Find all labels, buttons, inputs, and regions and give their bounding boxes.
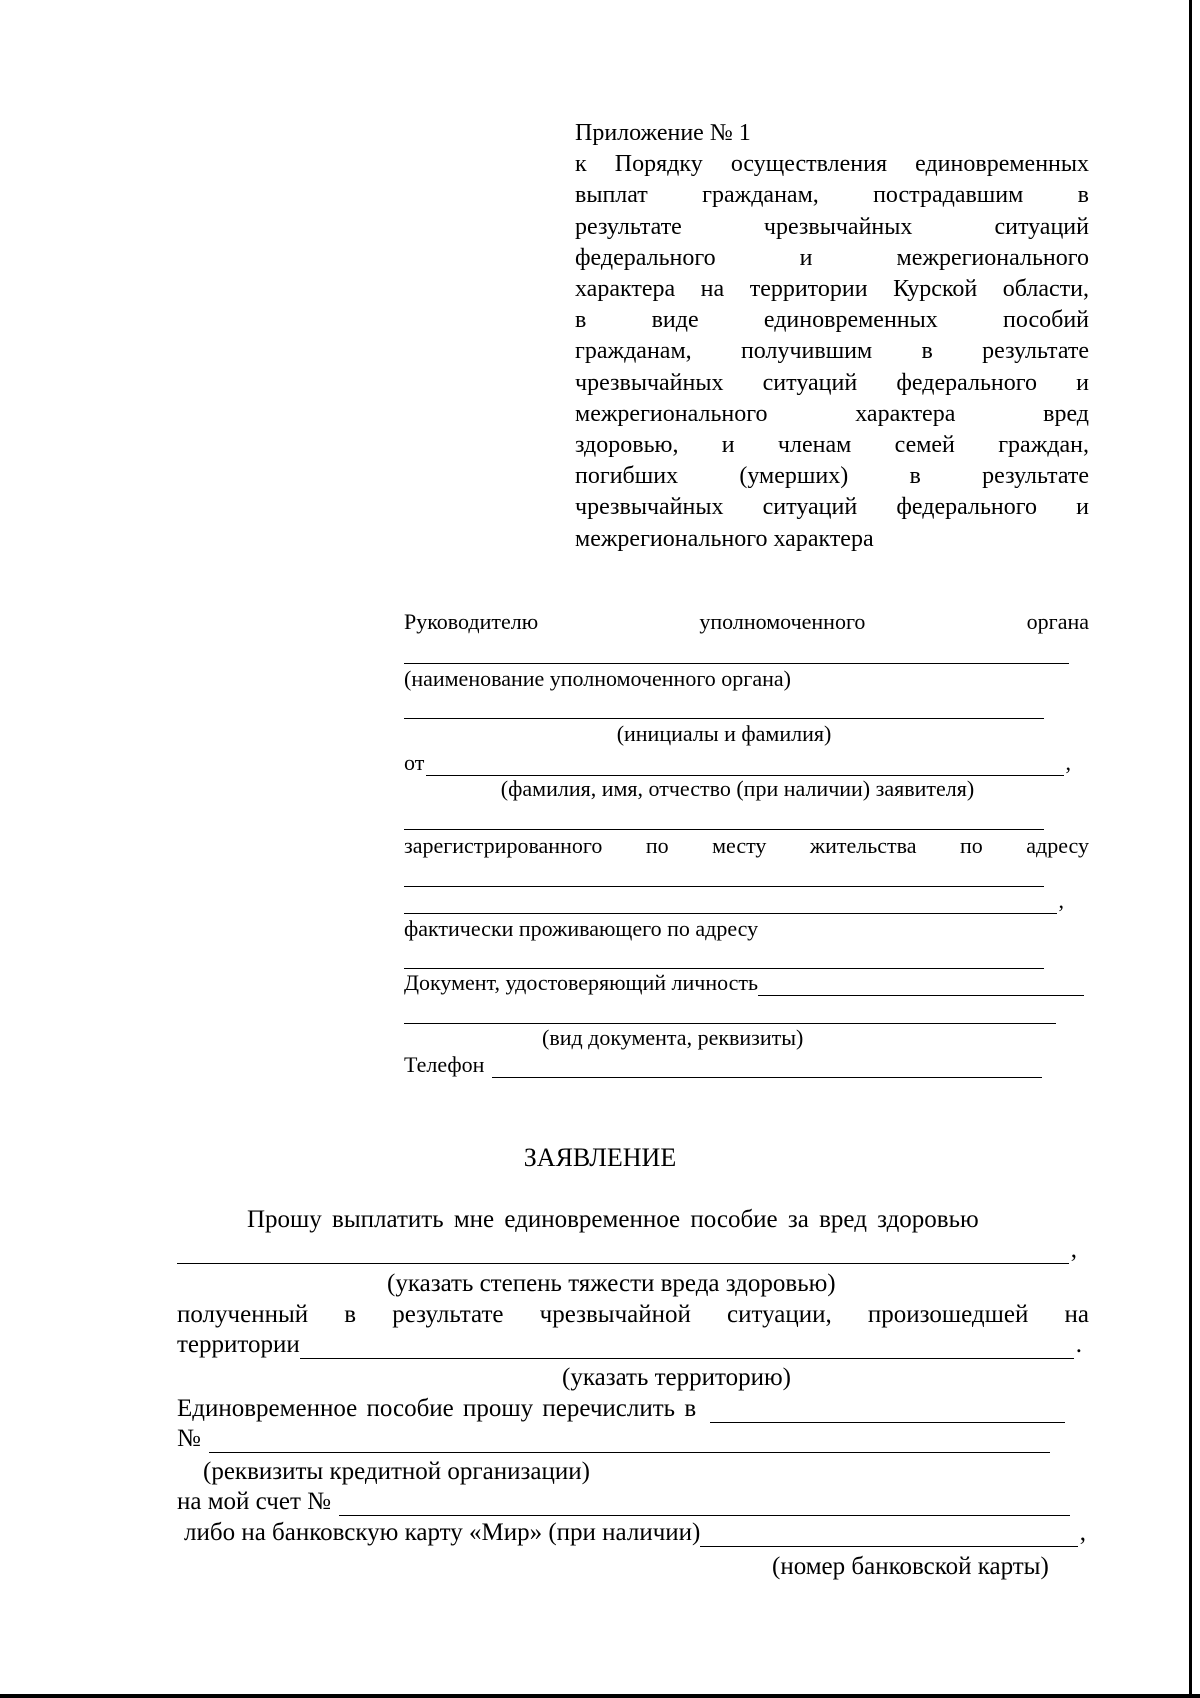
addressee-word: Руководителю (404, 609, 539, 634)
applicant-caption: (фамилия, имя, отчество (при наличии) заявителя) (500, 776, 975, 801)
card-line (184, 1519, 1086, 1547)
bank-number-line (177, 1425, 1052, 1453)
id-document-caption: (вид документа, реквизиты) (542, 1025, 804, 1050)
transfer-label: Единовременное пособие прошу перечислить в (177, 1395, 697, 1422)
bank-number-field[interactable] (209, 1427, 1050, 1453)
addressee-head (404, 609, 1089, 635)
appendix-line: чрезвычайных ситуаций федерального и (575, 369, 1089, 396)
head-initials-line[interactable] (404, 718, 1044, 719)
registered-word: адресу (1026, 833, 1089, 858)
initials-caption: (инициалы и фамилия) (616, 721, 832, 746)
actual-address-label: фактически проживающего по адресу (404, 916, 759, 941)
addressee-word: органа (1026, 609, 1089, 634)
registered-address-line-1[interactable] (404, 886, 1044, 887)
registered-word: по (959, 833, 983, 858)
phone-label: Телефон (404, 1052, 485, 1077)
authority-caption: (наименование уполномоченного органа) (404, 666, 791, 691)
registered-word: месту (712, 833, 767, 858)
territory-label: территории (177, 1331, 300, 1358)
appendix-line: характера на территории Курской области, (575, 276, 1089, 303)
account-label: на мой счет № (177, 1488, 331, 1515)
severity-comma: , (1070, 1236, 1077, 1263)
appendix-line: чрезвычайных ситуаций федерального и (575, 494, 1089, 521)
appendix-line: погибших (умерших) в результате (575, 463, 1089, 490)
appendix-line: здоровью, и членам семей граждан, (575, 432, 1089, 459)
bank-caption: (реквизиты кредитной организации) (203, 1458, 590, 1485)
appendix-line: к Порядку осуществления единовременных (575, 151, 1089, 178)
appendix-line: выплат гражданам, пострадавшим в (575, 182, 1089, 209)
statement-line-1 (247, 1206, 1089, 1234)
severity-caption: (указать степень тяжести вреда здоровью) (387, 1270, 836, 1297)
scan-edge-right (1189, 0, 1192, 1698)
appendix-title: Приложение № 1 (575, 120, 751, 146)
registered-address-field[interactable] (404, 891, 1057, 914)
actual-address-line[interactable] (404, 968, 1044, 969)
transfer-line (177, 1395, 1067, 1423)
territory-line (177, 1331, 1082, 1359)
card-field[interactable] (700, 1521, 1077, 1547)
from-line (404, 750, 1071, 776)
registered-word: по (645, 833, 669, 858)
id-document-field[interactable] (758, 973, 1084, 996)
appendix-line: результате чрезвычайных ситуаций (575, 213, 1089, 240)
appendix-block (575, 118, 1089, 555)
applicant-name-field[interactable] (426, 753, 1063, 776)
appendix-line: гражданам, получившим в результате (575, 338, 1089, 365)
id-document-line (404, 970, 1086, 996)
card-comma: , (1079, 1519, 1086, 1546)
addressee-word: уполномоченного (699, 609, 866, 634)
phone-field[interactable] (492, 1055, 1042, 1078)
scan-edge-bottom (0, 1694, 1200, 1698)
from-label: от (404, 750, 425, 775)
applicant-extra-line[interactable] (404, 829, 1044, 830)
statement-line-3: полученный в результате чрезвычайной ситуации, произошедшей на (177, 1301, 1089, 1328)
territory-caption: (указать территорию) (562, 1364, 791, 1391)
from-comma: , (1065, 750, 1071, 775)
territory-field[interactable] (300, 1333, 1074, 1359)
registered-address-label (404, 833, 1089, 859)
appendix-line: федерального и межрегионального (575, 244, 1089, 271)
bank-field[interactable] (710, 1397, 1065, 1423)
registered-word: зарегистрированного (404, 833, 603, 858)
appendix-line: межрегионального характера (575, 525, 874, 552)
statement-text: Прошу выплатить мне единовременное пособие за вред здоровью (247, 1206, 979, 1233)
appendix-line: межрегионального характера вред (575, 400, 1089, 427)
authority-name-line[interactable] (404, 663, 1069, 664)
account-field[interactable] (339, 1490, 1070, 1516)
registered-word: жительства (809, 833, 917, 858)
card-label: либо на банковскую карту «Мир» (при наличии) (184, 1519, 701, 1546)
phone-line (404, 1052, 1044, 1078)
severity-line (177, 1236, 1077, 1264)
card-caption: (номер банковской карты) (772, 1553, 1049, 1580)
territory-dot: . (1075, 1331, 1082, 1358)
number-label: № (177, 1425, 201, 1452)
registered-address-line-2 (404, 888, 1064, 914)
appendix-line: в виде единовременных пособий (575, 307, 1089, 334)
id-document-extra-line[interactable] (404, 1023, 1056, 1024)
id-document-label: Документ, удостоверяющий личность (404, 970, 759, 995)
account-line (177, 1488, 1072, 1516)
statement-title: ЗАЯВЛЕНИЕ (523, 1143, 677, 1172)
severity-field[interactable] (177, 1238, 1069, 1264)
address-comma: , (1058, 888, 1064, 913)
